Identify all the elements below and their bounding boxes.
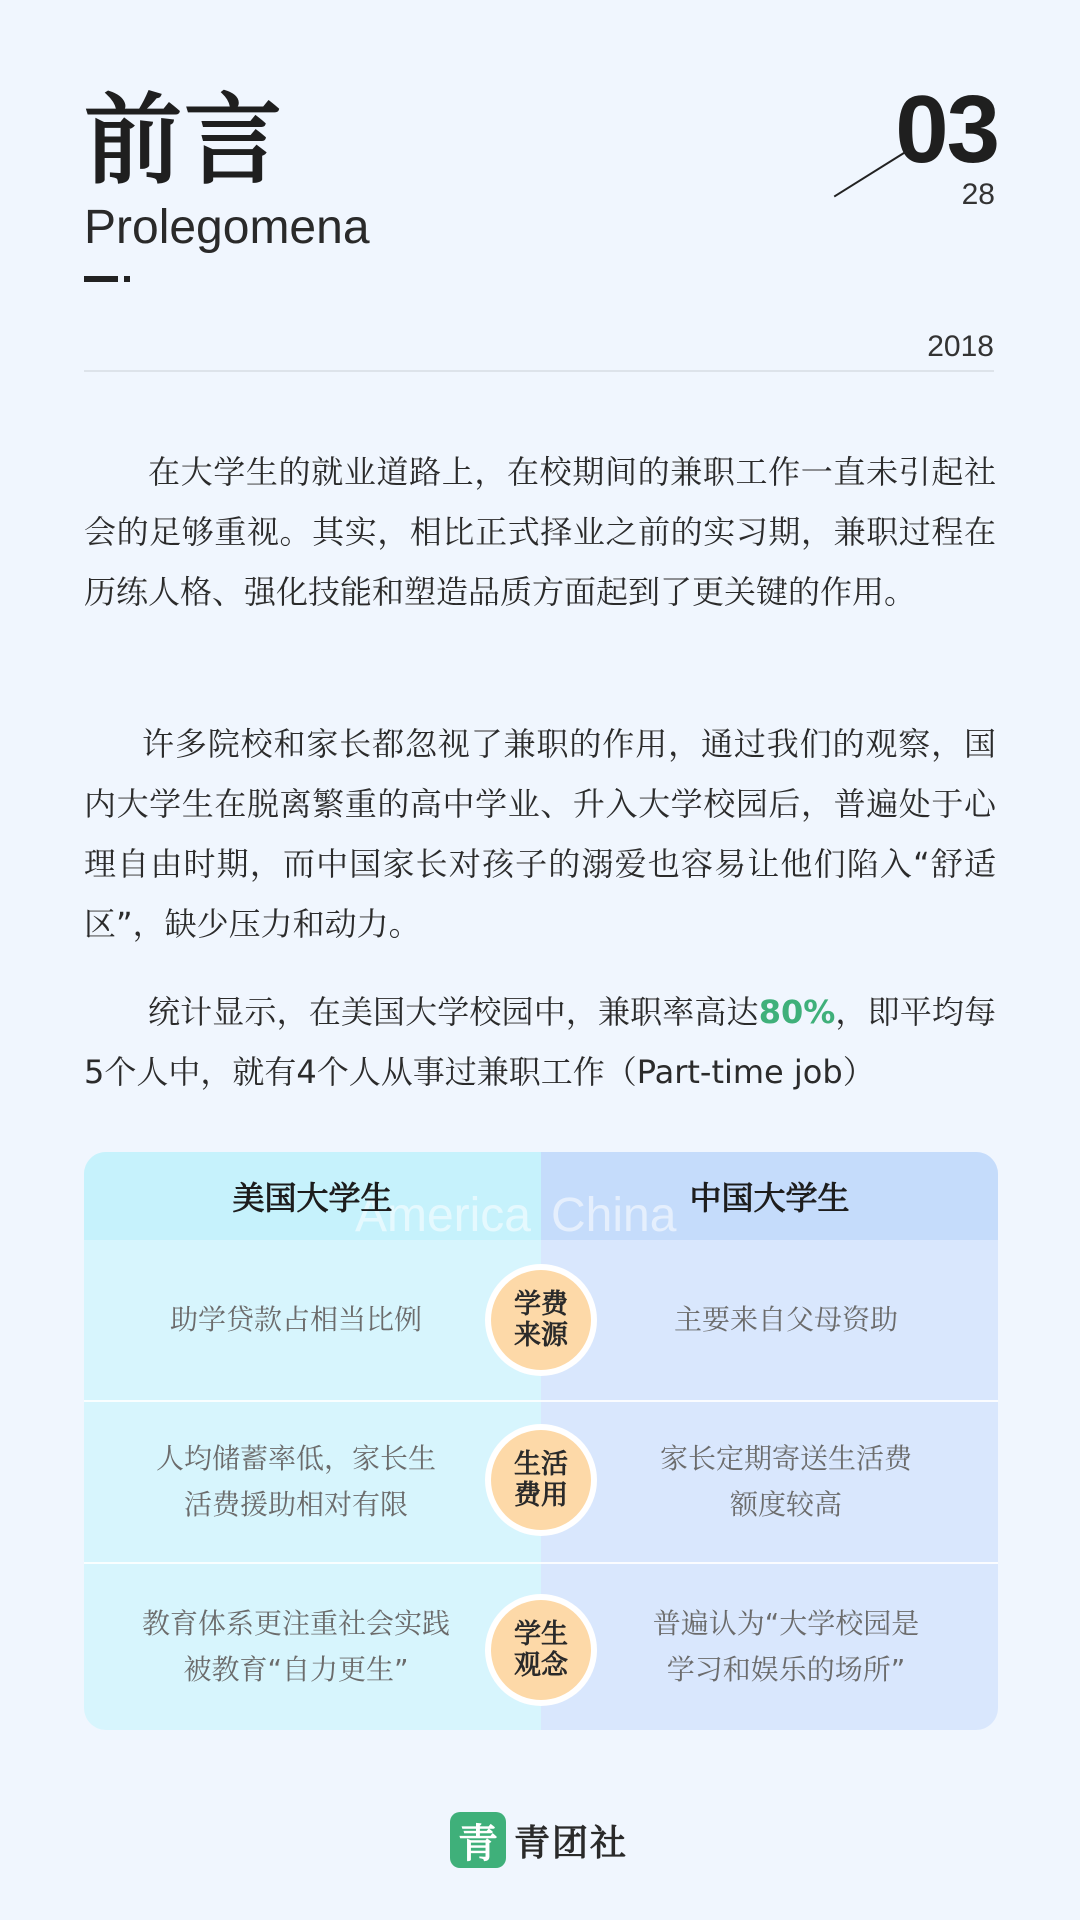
stat-text-after: ，即平均每5个人中，就有4个人从事过兼职工作（Part-time job） (84, 993, 996, 1091)
row-2-right-cell (606, 1402, 966, 1562)
row-2-right-line-2: 额度较高 (729, 1488, 842, 1521)
row-3-badge-line-2: 观念 (514, 1650, 568, 1681)
row-1-badge-inner (491, 1270, 591, 1370)
brand-logo-text: 青团社 (514, 1822, 629, 1864)
row-2-left-line-1: 人均储蓄率低，家长生 (155, 1442, 436, 1475)
year-label: 2018 (927, 330, 994, 363)
row-3-right-line-1: 普遍认为“大学校园是 (652, 1607, 920, 1640)
row-2-right-line-1: 家长定期寄送生活费 (659, 1442, 912, 1475)
header-divider (84, 370, 994, 372)
title-accent-bar (84, 276, 118, 282)
row-2-left-line-2: 活费援助相对有限 (183, 1488, 408, 1521)
row-2-badge-inner (491, 1430, 591, 1530)
row-1-badge (485, 1264, 597, 1376)
row-2-badge (485, 1424, 597, 1536)
row-3-badge-inner (491, 1600, 591, 1700)
page-subtitle: Prolegomena (84, 201, 370, 254)
comparison-table (84, 1152, 998, 1730)
row-3-left-cell (116, 1564, 476, 1730)
intro-paragraph-1: 在大学生的就业道路上，在校期间的兼职工作一直未引起社会的足够重视。其实，相比正式择业之前的实习期，兼职过程在历练人格、强化技能和塑造品质方面起到了更关键的作用。 (84, 453, 996, 611)
stat-text-before: 统计显示，在美国大学校园中，兼职率高达 (148, 993, 759, 1031)
row-1-badge-line-1: 学费 (514, 1289, 568, 1320)
row-1-right-cell (606, 1240, 966, 1400)
row-1-left-line-1: 助学贷款占相当比例 (169, 1303, 422, 1336)
left-watermark: America (354, 1189, 531, 1242)
brand-logo (450, 1812, 628, 1868)
row-3-left-line-1: 教育体系更注重社会实践 (141, 1607, 450, 1640)
right-watermark: China (551, 1189, 677, 1242)
left-column-header: 美国大学生 (232, 1179, 393, 1217)
intro-paragraph-2: 许多院校和家长都忽视了兼职的作用，通过我们的观察，国内大学生在脱离繁重的高中学业、升入大学校园后，普遍处于心理自由时期，而中国家长对孩子的溺爱也容易让他们陷入“舒适区”，缺少压力和动力。 (84, 725, 996, 943)
row-2-badge-line-2: 费用 (514, 1480, 568, 1511)
intro-paragraph-3 (84, 982, 996, 1102)
row-2-left-cell (116, 1402, 476, 1562)
row-3-right-line-2: 学习和娱乐的场所” (666, 1653, 906, 1686)
page-title: 前言 (84, 83, 285, 198)
page-number: 03 (895, 76, 998, 183)
row-3-badge (485, 1594, 597, 1706)
row-1-right-line-1: 主要来自父母资助 (673, 1303, 898, 1336)
row-1-left-cell (116, 1240, 476, 1400)
row-1-badge-line-2: 来源 (514, 1320, 568, 1351)
page-total: 28 (961, 178, 995, 211)
row-3-left-line-2: 被教育“自力更生” (183, 1653, 409, 1686)
row-2-badge-line-1: 生活 (514, 1449, 568, 1480)
title-accent-dot (124, 276, 130, 282)
row-3-badge-line-1: 学生 (514, 1619, 568, 1650)
brand-logo-icon: 青 (450, 1812, 506, 1868)
row-3-right-cell (606, 1564, 966, 1730)
right-column-header: 中国大学生 (689, 1179, 850, 1217)
stat-highlight: 80% (758, 993, 836, 1031)
